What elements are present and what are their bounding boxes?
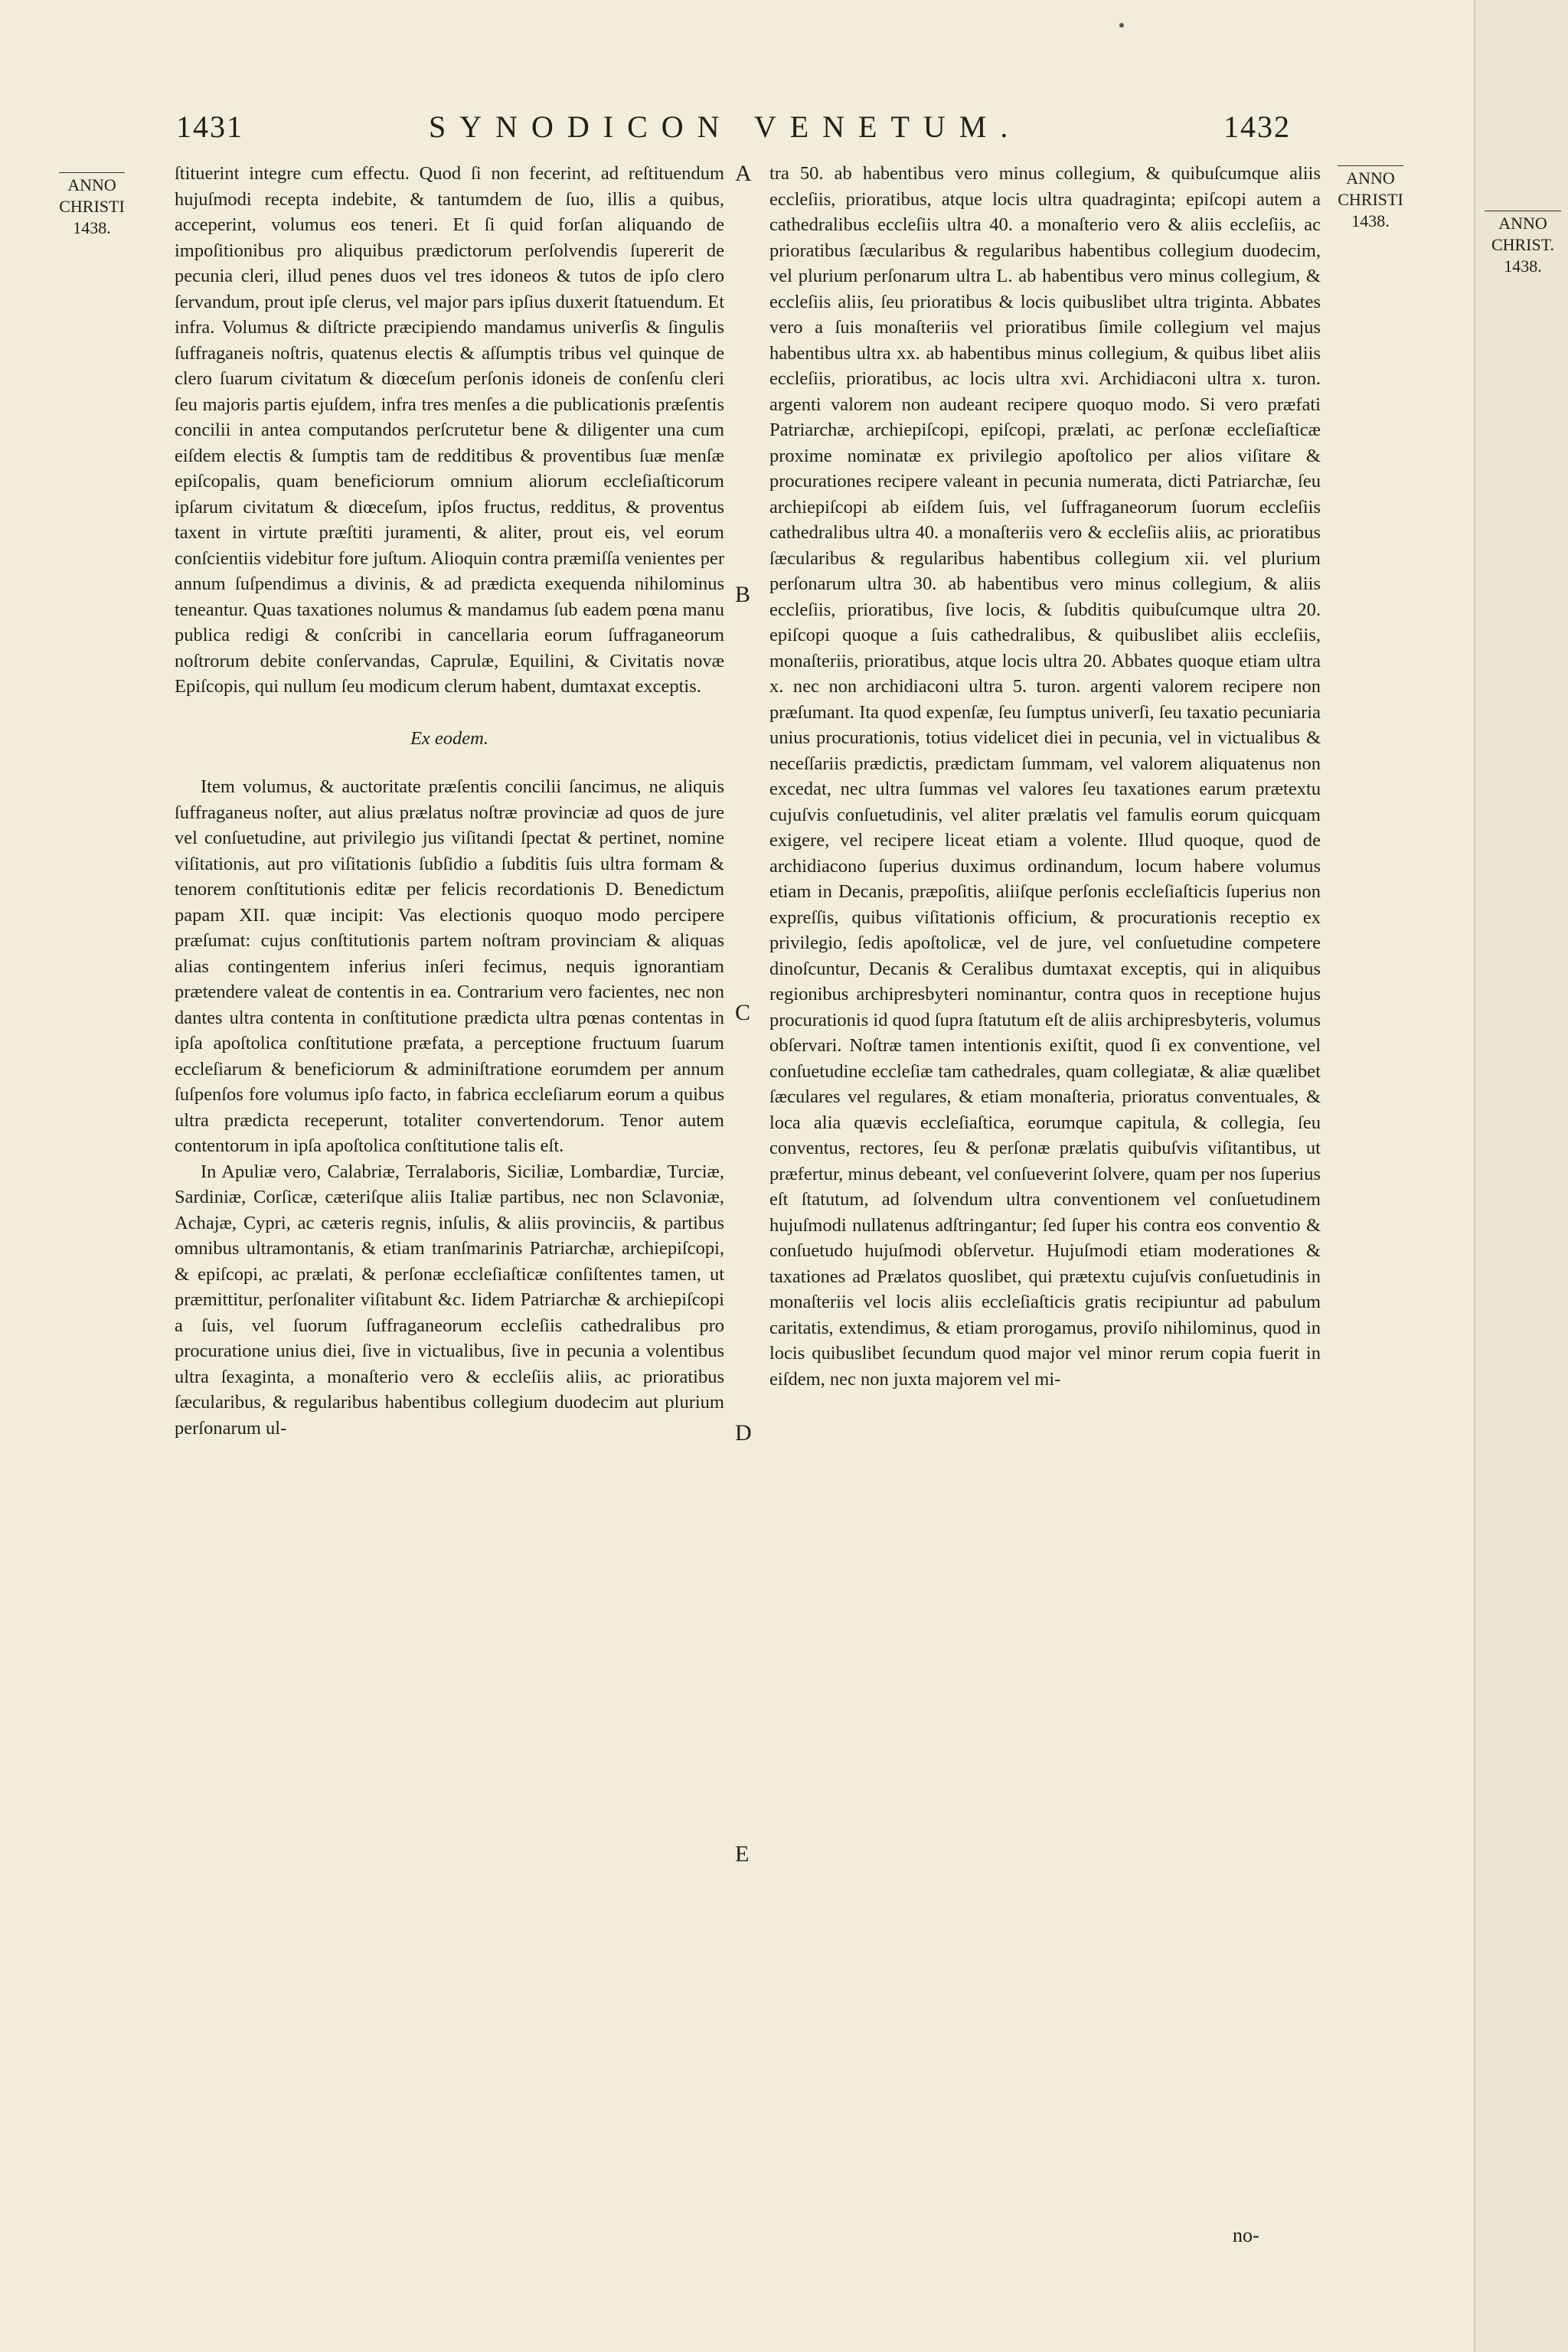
margin-note-year: 1438. xyxy=(73,218,111,237)
paragraph: In Apuliæ vero, Calabriæ, Terralaboris, Siciliæ, Lombardiæ, Turciæ, Sardiniæ, Corſicæ, cæteriſque aliis Italiæ partibus, nec non Sclavoniæ, Achajæ, Cypri, ac cæteris regnis, inſulis, & aliis provinciis, & partibus omnibus ultramontanis, & etiam tranſmarinis Patriarchæ, archiepiſcopi, & epiſcopi, ac prælati, & perſonæ eccleſiaſticæ conſiſtentes tamen, ut præmittitur, perſonaliter viſitabunt &c. Iidem Patriarchæ & archiepiſcopi a ſuis, vel ſuorum ſuffraganeorum eccleſiis cathedralibus pro procuratione unius diei, ſive in victualibus, ſive in pecunia a volentibus ultra ſexaginta, a monaſterio vero & eccleſiis aliis, ac prioratibus ſæcularibus, & regularibus habentibus collegium duodecim aut plurium perſonarum ul- xyxy=(175,1161,724,1439)
catchword: no- xyxy=(1233,2224,1259,2246)
section-marker: D xyxy=(735,1420,752,1446)
section-marker: C xyxy=(735,1000,751,1025)
margin-rule xyxy=(59,172,125,173)
margin-note-line: CHRISTI xyxy=(59,197,125,216)
text-column-right xyxy=(769,161,1321,2243)
section-marker: A xyxy=(735,161,752,186)
adjacent-page-edge xyxy=(1474,0,1568,2352)
margin-note-line: ANNO xyxy=(1346,168,1395,188)
page-header xyxy=(0,109,1474,155)
page-number-left: 1431 xyxy=(176,109,243,144)
text-column-left xyxy=(175,161,724,2243)
margin-note-line: ANNO xyxy=(67,175,116,194)
section-subheading: Ex eodem. xyxy=(410,727,489,749)
paragraph: Item volumus, & auctoritate præſentis concilii ſancimus, ne aliquis ſuffraganeus noſter, aut alius prælatus noſtræ provinciæ ad quos de jure vel conſuetudine, aut privilegio jus viſitandi ſpectat & pertinet, nomine viſitationis, aut pro viſitationis ſubſidio a ſubditis ſuis ultra formam & tenorem conſtitutionis editæ per felicis recordationis D. Benedictum papam XII. quæ incipit: Vas electionis quoquo modo percipere præſumat: cujus conſtitutionis partem noſtram provinciam & aliquas alias contingentem inferius inſeri fecimus, nequis ignorantiam prætendere valeat de contentis in ea. Contrarium vero facientes, nec non dantes ultra contenta in conſtitutione prædicta ultra pœnas contentas in ipſa apoſtolica conſtitutione præfata, a perceptione fructuum ſuarum eccleſiarum & beneficiorum & adminiſtratione eorumdem per annum ſuſpenſos fore volumus ipſo facto, in fabrica eccleſiarum eorum a quibus ultra prædicta receperunt, totaliter convertendorum. Tenor autem contentorum in ipſa apoſtolica conſtitutione talis eſt. xyxy=(175,776,724,1156)
margin-note-right xyxy=(1325,165,1416,232)
paragraph: tra 50. ab habentibus vero minus collegium, & quibuſcumque aliis eccleſiis, prioratibus, atque locis ultra quadraginta; epiſcopi autem a cathedralibus eccleſiis ultra 40. a monaſterio vero & aliis eccleſiis, ac prioratibus ſæcularibus & regularibus habentibus collegium duodecim, vel plurium perſonarum ultra L. ab habentibus vero minus collegium, & eccleſiis aliis, ſeu prioratibus & locis quibuslibet ultra triginta. Abbates vero a ſuis monaſteriis vel prioratibus ſimile collegium vel majus habentibus ultra xx. ab habentibus minus collegium, & quibus libet aliis eccleſiis, prioratibus, ac locis ultra xvi. Archidiaconi ultra x. turon. argenti valorem non audeant recipere quoquo modo. Si vero præfati Patriarchæ, archiepiſcopi, epiſcopi, prælati, ac perſonæ eccleſiaſticæ proxime nominatæ ex privilegio apoſtolico per alios viſitare & procurationes recipere valeant in pecunia numerata, dicti Patriarchæ, ſeu archiepiſcopi ab eiſdem ſuis, vel ſuffraganeorum ſuorum eccleſiis cathedralibus ultra 40. a monaſteriis vero & eccleſiis aliis, ac prioratibus ſæcularibus & regularibus habentibus collegium xii. vel plurium perſonarum ultra 30. ab habentibus vero minus collegium, & aliis eccleſiis, prioratibus, ſive locis, & ſubditis quibuſcumque ultra 20. epiſcopi quoque a ſuis cathedralibus, & quibuslibet aliis eccleſiis, monaſteriis, prioratibus, atque locis ultra 20. Abbates quoque etiam ultra x. nec non archidiaconi ultra 5. turon. argenti valorem recipere non præſumant. Ita quod expenſæ, ſeu ſumptus univerſi, ſeu taxatio pecuniaria unius procurationis, totius videlicet diei in pecunia, vel in victualibus & neceſſariis prædictis, prædictam ſummam, vel valorem aliquatenus non excedat, nec ultra ſummas vel valores ſeu taxationes earum prætextu cujuſvis conſuetudinis, vel aliter prælatis vel famulis eorum quicquam exigere, vel recipere liceat etiam a volente. Illud quoque, quod de archidiacono ſuperius duximus ordinandum, locum habere volumus etiam in Decanis, præpoſitis, aliiſque perſonis eccleſiaſticis ſuperius non expreſſis, quibus viſitationis officium, & procurationis receptio ex privilegio, ſedis apoſtolicæ, vel de jure, vel conſuetudine competere dinoſcuntur, Decanis & Ceralibus dumtaxat exceptis, qui in aliquibus regionibus archipresbyteri nominantur, contra quos in receptione hujus procurationis id quod ſupra ſtatutum eſt de aliis archipresbyteris, volumus obſervari. Noſtræ tamen intentionis exiſtit, quod ſi ex conventione, vel conſuetudine eccleſiæ tam cathedrales, quam collegiatæ, & aliæ quælibet ſæculares vel regulares, & etiam monaſteria, prioratus conventuales, & loca alia quævis eccleſiaſtica, eorumque capitula, & collegia, ſeu conventus, rectores, ſeu & perſonæ prælatis quibuſvis viſitantibus, ut præfertur, minus debeant, vel conſueverint ſolvere, quam per nos ſuperius eſt ſtatutum, ad ſolvendum ultra conventionem vel conſuetudinem hujuſmodi nullatenus adſtringantur; ſed ſuper his contra eos conventio & conſuetudo hujuſmodi obſervetur. Hujuſmodi etiam moderationes & taxationes ad Prælatos quoslibet, qui prætextu cujuſvis conſuetudinis in monaſteriis vel locis aliis eccleſiaſticis gratis recipiuntur ad pabulum caritatis, extendimus, & etiam prorogamus, proviſo nihilominus, quod in locis quibuslibet ſecundum quod major vel minor rerum copia fuerit in eiſdem, nec non juxta majorem vel mi- xyxy=(769,163,1321,1390)
section-marker: E xyxy=(735,1841,750,1867)
margin-note-line: ANNO xyxy=(1498,214,1547,233)
margin-note-adjacent xyxy=(1478,211,1568,277)
margin-note-line: CHRIST. xyxy=(1491,235,1555,254)
ink-spot xyxy=(1119,23,1124,28)
section-marker: B xyxy=(735,582,751,607)
page-number-right: 1432 xyxy=(1223,109,1291,144)
margin-note-left xyxy=(46,172,138,239)
margin-rule xyxy=(1338,165,1403,166)
paragraph: ſtituerint integre cum effectu. Quod ſi non fecerint, ad reſtituendum hujuſmodi recepta indebite, & tantumdem de ſuo, illis a quibus, acceperint, volumus eos teneri. Et ſi quid forſan aliquando de impoſitionibus pro aliquibus prædictorum perſolvendis ſupererit de pecunia cleri, illud penes duos vel tres idoneos & tutos de ipſo clero ſervandum, prout ipſe clerus, vel major pars ipſius duxerit ſtatuendum. Et infra. Volumus & diſtricte præcipiendo mandamus univerſis & ſingulis ſuffraganeis noſtris, quatenus electis & aſſumptis tribus vel quinque de clero ſuarum civitatum & diœceſum perſonis idoneis de conſenſu cleri ſeu majoris partis ejuſdem, infra tres menſes a die publicationis præſentis concilii in antea computandos perſcrutetur bene & diligenter una cum eiſdem electis & ſumptis tam de redditibus & proventibus ſuæ menſæ epiſcopalis, quam beneficiorum omnium aliorum eccleſiaſticorum ipſarum civitatum & diœceſum, ipſos fructus, redditus, & proventus taxent in virtute præſtiti juramenti, & aliter, prout eis, vel eorum conſcientiis videbitur fore juſtum. Alioquin contra præmiſſa venientes per annum ſuſpendimus a divinis, & ad prædicta exequenda nihilominus teneantur. Quas taxationes nolumus & mandamus ſub eadem pœna manu publica redigi & conſcribi in cancellaria eorum ſuffraganeorum noſtrorum debite conſervandas, Caprulæ, Equilini, & Civitatis novæ Epiſcopis, qui nullum ſeu modicum clerum habent, dumtaxat exceptis. xyxy=(175,163,724,697)
running-title: SYNODICON VENETUM. xyxy=(429,109,1022,144)
margin-note-line: CHRISTI xyxy=(1338,190,1403,209)
margin-note-year: 1438. xyxy=(1504,256,1542,276)
margin-note-year: 1438. xyxy=(1351,211,1390,230)
